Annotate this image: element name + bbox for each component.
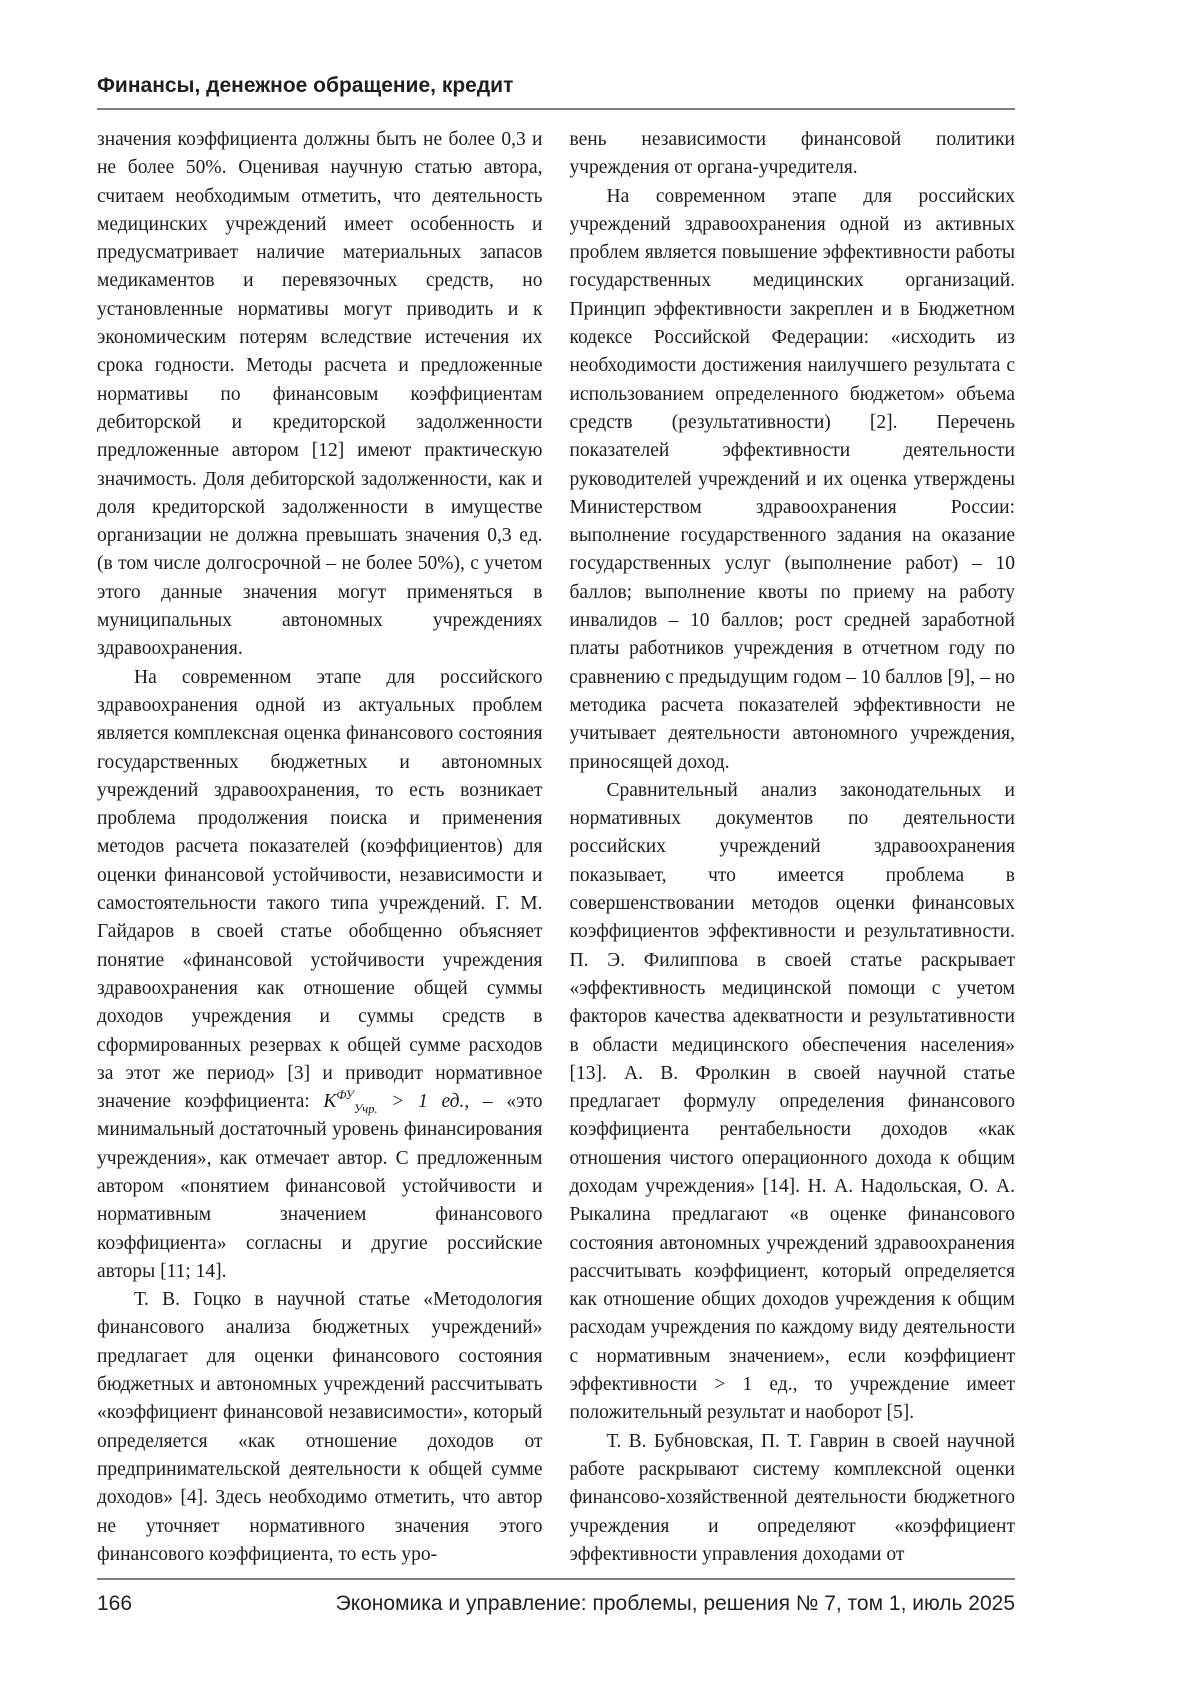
page-number: 166 — [97, 1592, 133, 1615]
header-rule — [97, 108, 1015, 110]
paragraph: Сравнительный анализ законодательных и нормативных документов по деятельности российских учреждений здравоохранения показывает, что имеется проблема в совершенствовании методов оценки финансовых коэффициентов эффективности и результативности. П. Э. Филиппова в своей статье раскрывает «эффективность медицинской помощи с учетом факторов качества адекватности и результативности в области медицинского обеспечения населения» [13]. А. В. Фролкин в своей научной статье предлагает формулу определения финансового коэффициента рентабельности доходов «как отношения чистого операционного дохода к общим доходам учреждения» [14]. Н. А. Надольская, О. А. Рыкалина предлагают «в оценке финансового состояния автономных учреждений здравоохранения рассчитывать коэффициент, который определяется как отношение общих доходов учреждения к общим расходам учреждения по каждому виду деятельности с нормативным значением», если коэффициент эффективности > 1 ед., то учреждение имеет положительный результат и наоборот [5]. — [569, 779, 1015, 1424]
journal-title-line: Экономика и управление: проблемы, решения № 7, том 1, июль 2025 — [335, 1592, 1015, 1615]
paragraph: На современном этапе для российских учреждений здравоохранения одной из активных проблем является повышение эффективности работы государственных медицинских организаций. Принцип эффективности закреплен и в Бюджетном кодексе Российской Федерации: «исходить из необходимости достижения наилучшего результата с использованием определенного бюджетом» объема средств (результативности) [2]. Перечень показателей эффективности деятельности руководителей учреждений и их оценка утверждены Министерством здравоохранения России: выполнение государственного задания на оказание государственных услуг (выполнение работ) – 10 баллов; выполнение квоты по приему на работу инвалидов – 10 баллов; рост средней заработной платы работников учреждения в отчетном году по сравнению с предыдущим годом – 10 баллов [9], – но методика расчета показателей эффективности не учитывает деятельности автономного учреждения, приносящей доход. — [569, 185, 1015, 773]
formula-superscript: ФУ — [336, 1088, 354, 1103]
paragraph-text: , – «это минимальный достаточный уровень финансирования учреждения», как отмечает автор. С предложенным автором «понятием финансовой устойчивости и нормативным значением финансового коэффициента» согласны и другие российские авторы [11; 14]. — [97, 1091, 543, 1282]
kfu-formula — [323, 1088, 465, 1117]
section-title: Финансы, денежное обращение, кредит — [97, 74, 514, 97]
paragraph-continuation: значения коэффициента должны быть не более 0,3 и не более 50%. Оценивая научную статью автора, считаем необходимым отметить, что деятельность медицинских учреждений имеет особенность и предусматривает наличие материальных запасов медикаментов и перевязочных средств, но установленные нормативы могут приводить и к экономическим потерям вследствие истечения их срока годности. Методы расчета и предложенные нормативы по финансовым коэффициентам дебиторской и кредиторской задолженности предложенные автором [12] имеют практическую значимость. Доля дебиторской задолженности, как и доля кредиторской задолженности в имуществе организации не должна превышать значения 0,3 ед. (в том числе долгосрочной – не более 50%), с учетом этого данные значения могут применяться в муниципальных автономных учреждениях здравоохранения. — [97, 129, 543, 660]
right-column — [569, 126, 1016, 1565]
formula-subscript: Учр. — [353, 1102, 378, 1117]
left-column — [97, 126, 543, 1565]
footer-row — [97, 1580, 1015, 1616]
page-header — [97, 74, 1015, 110]
two-column-body — [97, 126, 1015, 1565]
paragraph-continuation: вень независимости финансовой политики учреждения от органа-учредителя. — [569, 129, 1015, 179]
paragraph: Т. В. Бубновская, П. Т. Гаврин в своей научной работе раскрывают систему комплексной оценки финансово-хозяйственной деятельности бюджетного учреждения и определяют «коэффициент эффективности управления доходами от — [569, 1430, 1015, 1565]
formula-rest: > 1 ед. — [377, 1091, 465, 1113]
paragraph-text: На современном этапе для российского здравоохранения одной из актуальных проблем является комплексная оценка финансового состояния государственных бюджетных и автономных учреждений здравоохранения, то есть возникает проблема продолжения поиска и применения методов расчета показателей (коэффициентов) для оценки финансовой устойчивости, независимости и самостоятельности такого типа учреждений. Г. М. Гайдаров в своей статье обобщенно объясняет понятие «финансовой устойчивости учреждения здравоохранения как отношение общей суммы доходов учреждения и суммы средств в сформированных резервах к общей сумме расходов за этот же период» [3] и приводит нормативное значение коэффициента: — [97, 666, 543, 1113]
page-footer — [97, 1578, 1015, 1616]
paragraph: Т. В. Гоцко в научной статье «Методология финансового анализа бюджетных учреждений» предлагает для оценки финансового состояния бюджетных и автономных учреждений рассчитывать «коэффициент финансовой независимости», который определяется «как отношение доходов от предпринимательской деятельности к общей сумме доходов» [4]. Здесь необходимо отметить, что автор не уточняет нормативного значения этого финансового коэффициента, то есть уро- — [97, 1289, 543, 1565]
formula-base: К — [323, 1091, 337, 1113]
paragraph — [97, 664, 543, 1287]
